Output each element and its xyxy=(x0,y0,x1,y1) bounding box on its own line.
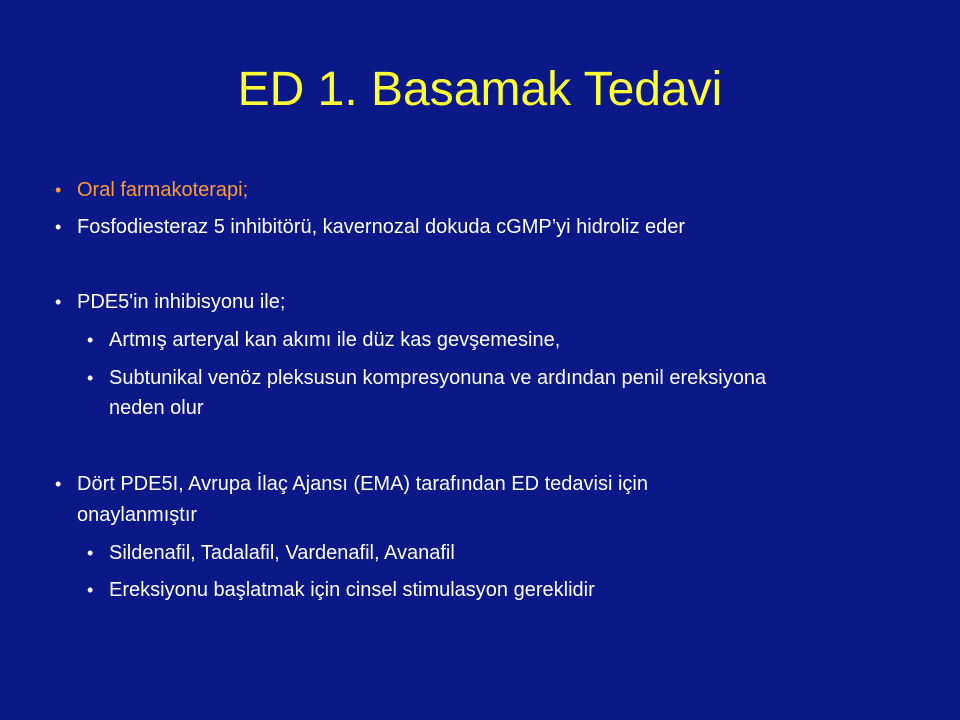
bullet-icon: • xyxy=(87,580,94,600)
bullet-text: Fosfodiesteraz 5 inhibitörü, kavernozal dokuda cGMP’yi hidroliz eder xyxy=(77,216,686,238)
bullet-icon: • xyxy=(55,217,62,237)
bullet-text: neden olur xyxy=(109,397,204,419)
bullet-text: Artmış arteryal kan akımı ile düz kas gevşemesine, xyxy=(109,329,561,351)
bullet-text: Dört PDE5I, Avrupa İlaç Ajansı (EMA) tarafından ED tedavisi için xyxy=(77,473,648,495)
bullet-icon: • xyxy=(87,330,94,350)
bullet-text: Subtunikal venöz pleksusun kompresyonuna ve ardından penil ereksiyona xyxy=(109,367,767,389)
bullet-text: Ereksiyonu başlatmak için cinsel stimulasyon gereklidir xyxy=(109,579,595,601)
bullet-icon: • xyxy=(87,543,94,563)
bullet-icon: • xyxy=(55,180,62,200)
bullet-icon: • xyxy=(55,292,62,312)
bullet-text: Sildenafil, Tadalafil, Vardenafil, Avanafil xyxy=(109,542,455,564)
bullet-text: PDE5'in inhibisyonu ile; xyxy=(77,291,286,313)
bullet-icon: • xyxy=(55,474,62,494)
bullet-text: onaylanmıştır xyxy=(77,504,198,526)
bullet-text: Oral farmakoterapi; xyxy=(77,179,249,201)
slide-title: ED 1. Basamak Tedavi xyxy=(237,63,723,116)
bullet-icon: • xyxy=(87,368,94,388)
